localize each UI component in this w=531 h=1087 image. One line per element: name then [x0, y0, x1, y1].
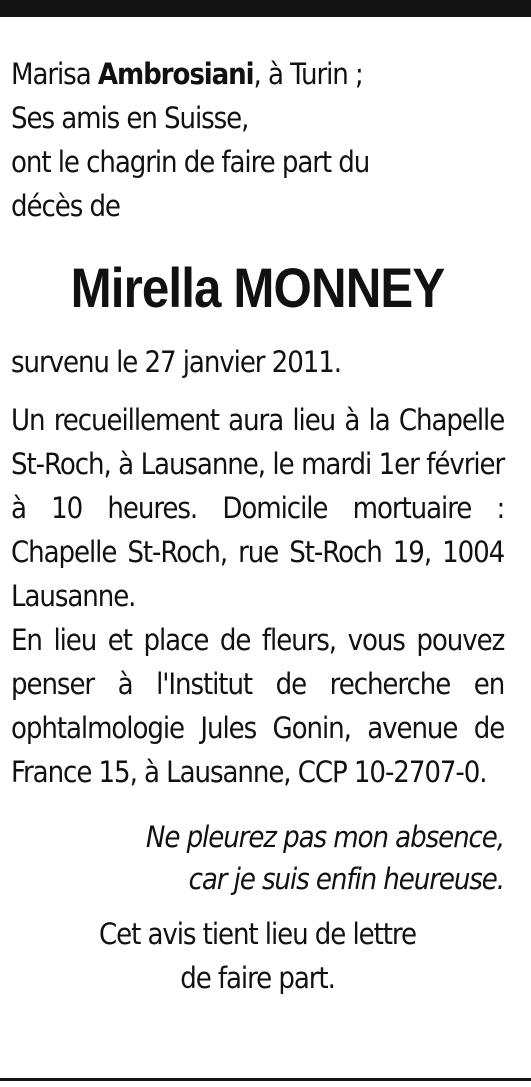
closing-line-1: Cet avis tient lieu de lettre [98, 917, 416, 951]
sender-last-name: Ambrosiani [97, 57, 254, 91]
header-line-4: décès de [11, 189, 120, 223]
bottom-rule [0, 1078, 531, 1081]
quote-line-1: Ne pleurez pas mon absence, [145, 820, 504, 854]
top-rule [0, 0, 531, 17]
residence-text: Domicile mortuaire : Chapelle St-Roch, rue St-Roch 19, 1004 Lausanne. [11, 491, 505, 613]
obituary-notice [11, 52, 504, 1000]
ceremony-text: Un recueillement aura lieu à la Chapelle St-Roch, à Lausanne, le mardi 1er février à 10 heures. [11, 403, 505, 525]
notice-header [11, 52, 504, 228]
sender-location: , à Turin ; [253, 57, 363, 91]
quote-line-2: car je suis enfin heureuse. [188, 862, 504, 896]
header-line-3: ont le chagrin de faire part du [11, 145, 370, 179]
donation-paragraph: En lieu et place de fleurs, vous pouvez penser à l'Institut de recherche en ophtalmologie Jules Gonin, avenue de France 15, à Lausanne, CCP 10-2707-0. [11, 623, 505, 789]
closing-line-2: de faire part. [180, 961, 335, 995]
death-date-line: survenu le 27 janvier 2011. [11, 345, 342, 379]
quote-block [60, 816, 504, 900]
ceremony-paragraph [11, 398, 504, 618]
header-line-1 [11, 52, 504, 96]
sender-first-name: Marisa [11, 57, 98, 91]
closing-note [36, 912, 480, 1000]
header-line-2: Ses amis en Suisse, [11, 101, 249, 135]
deceased-name: Mirella MONNEY [70, 256, 445, 319]
